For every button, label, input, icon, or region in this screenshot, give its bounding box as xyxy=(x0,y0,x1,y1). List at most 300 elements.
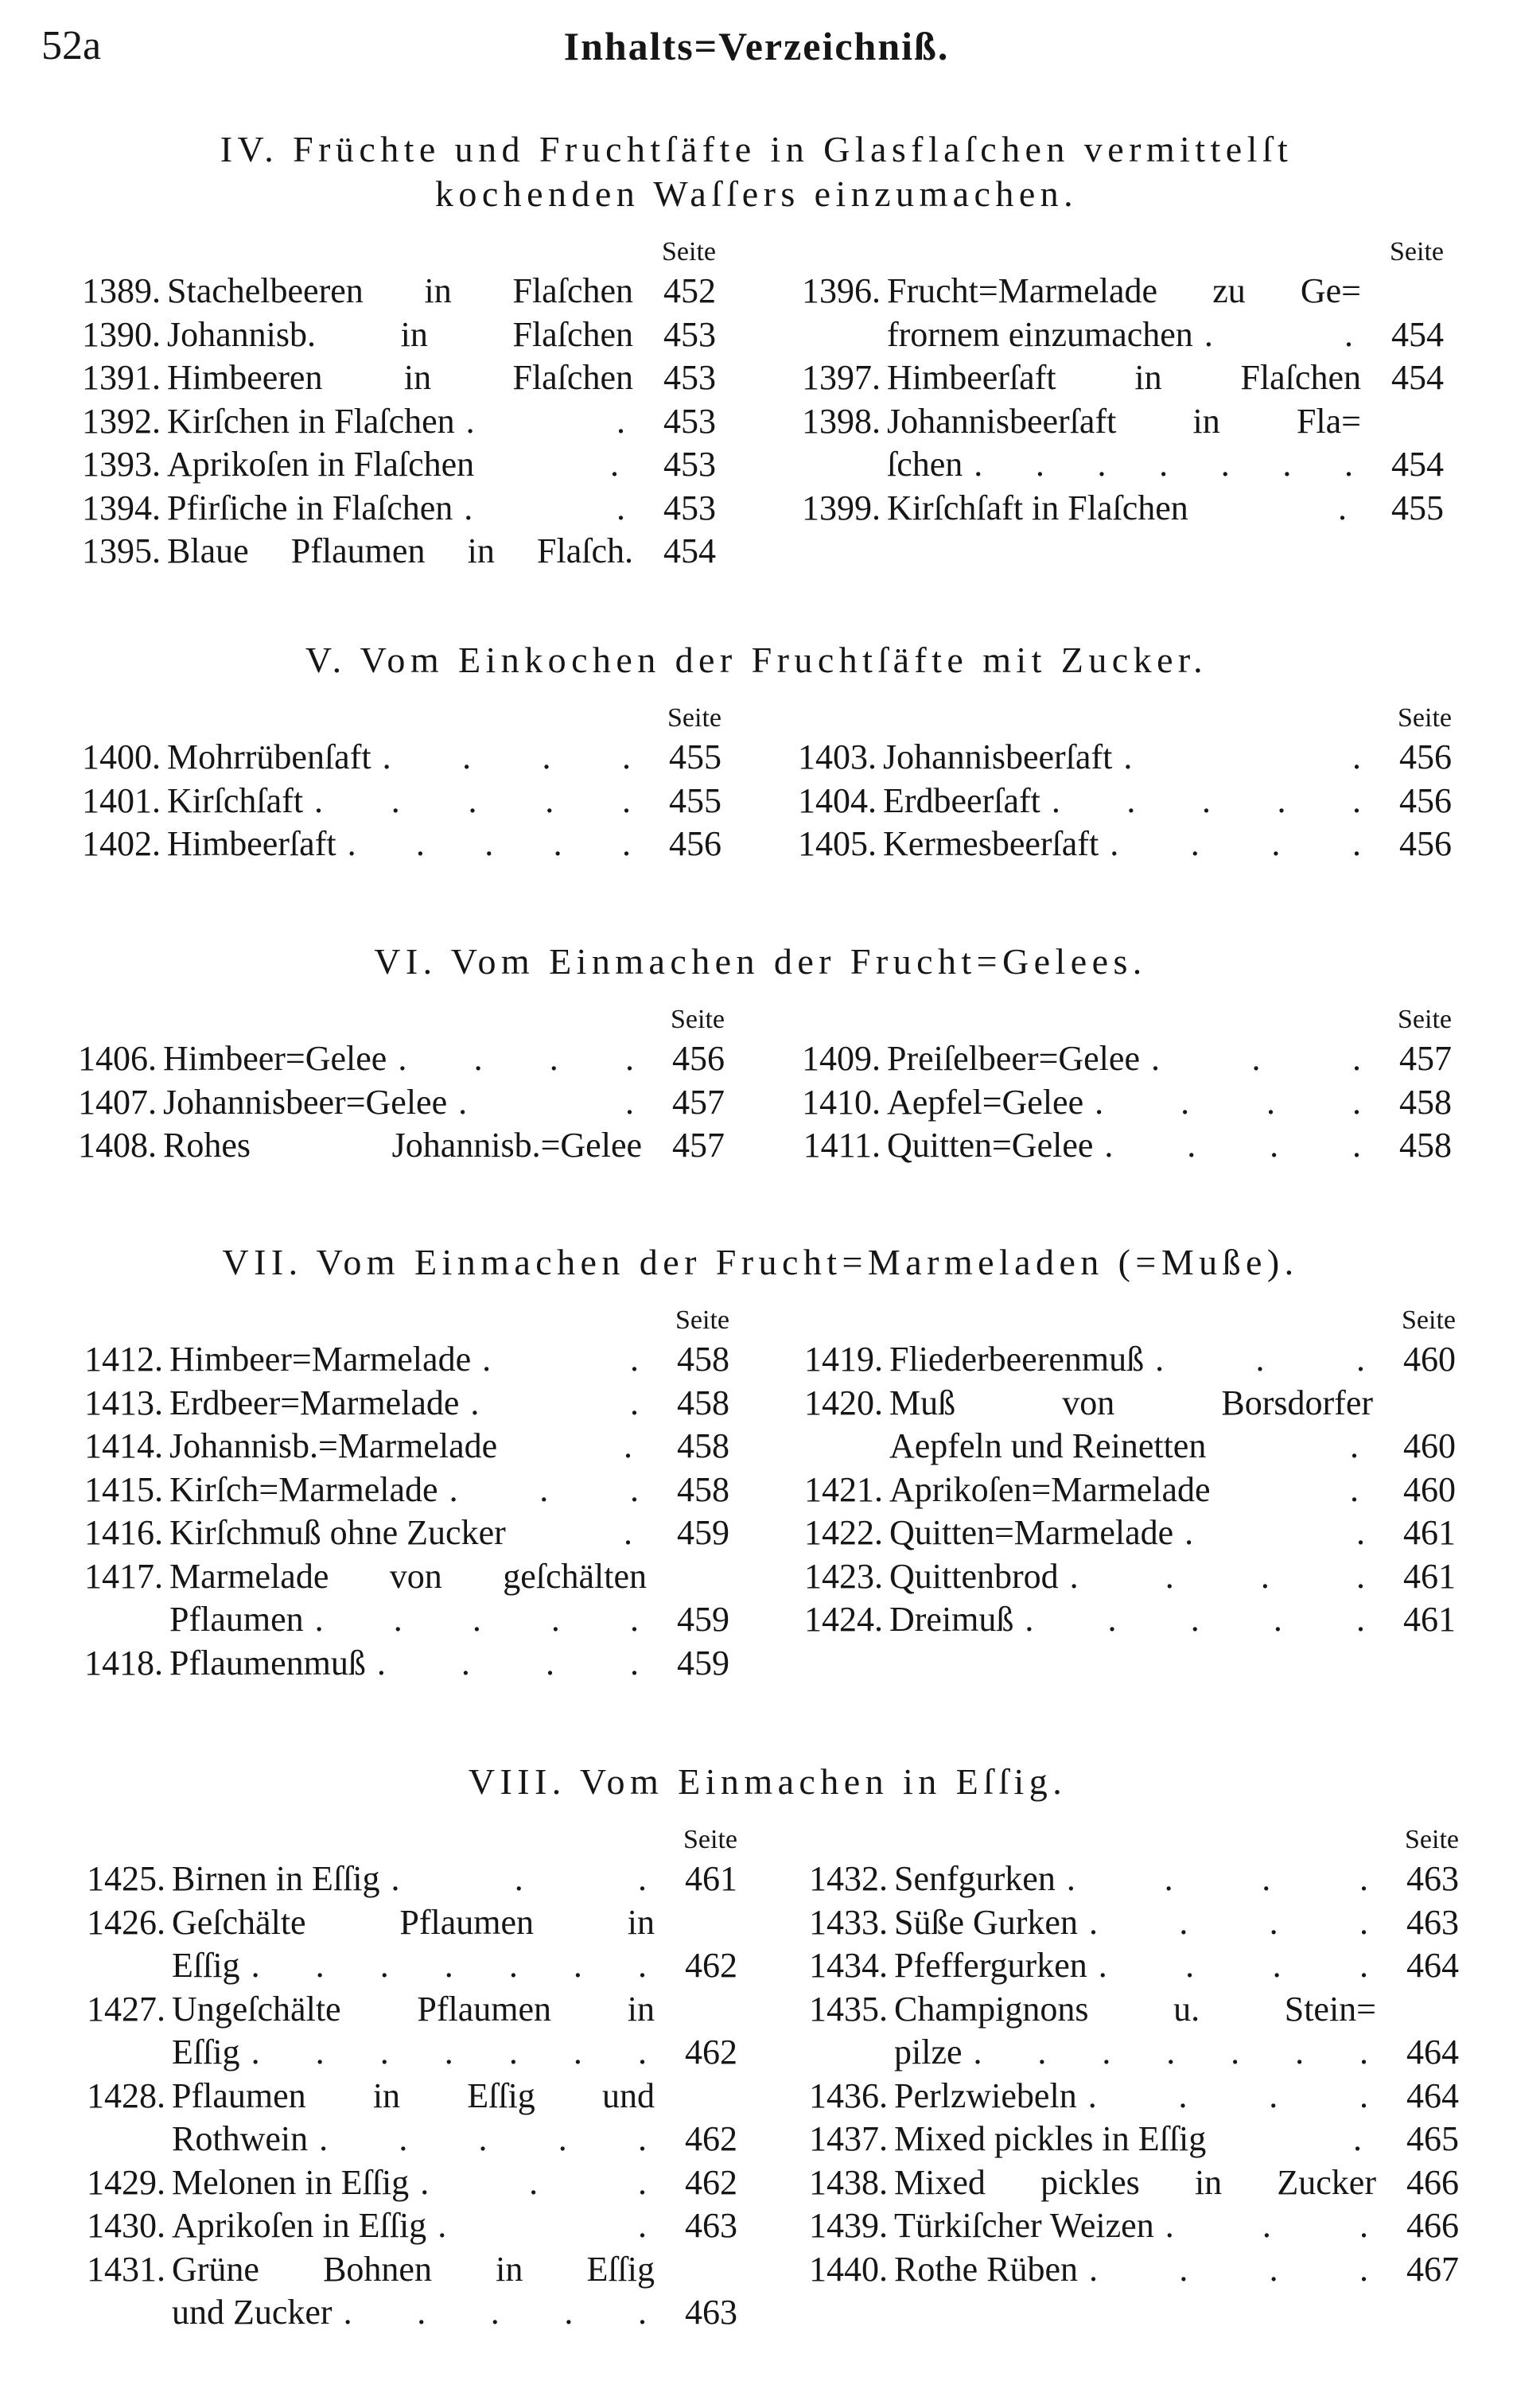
entry-title xyxy=(167,270,633,313)
toc-entry xyxy=(760,270,1444,356)
toc-column xyxy=(762,1305,1456,1642)
toc-entry xyxy=(762,1469,1456,1512)
entry-title xyxy=(167,313,633,357)
entry-number: 1405. xyxy=(798,824,877,863)
entry-number: 1407. xyxy=(78,1082,157,1122)
leader-dots: . . . . . xyxy=(1025,1600,1365,1639)
entry-title-line xyxy=(887,313,1361,357)
entry-title xyxy=(887,400,1361,487)
entry-title-text: Geſchälte Pflaumen in xyxy=(172,1902,655,1942)
page-number: 463 xyxy=(1406,1902,1459,1942)
seite-label: Seite xyxy=(1405,1825,1459,1854)
entry-title xyxy=(889,1382,1373,1469)
entry-title-line xyxy=(167,443,633,487)
entry-title-line xyxy=(894,1901,1376,1945)
leader-dots: . . . . . xyxy=(343,2293,647,2332)
entry-number: 1397. xyxy=(802,358,881,397)
entry-number: 1413. xyxy=(84,1383,163,1422)
toc-entry xyxy=(760,487,1444,531)
entry-title-text: Blaue Pflaumen in Flaſch. xyxy=(167,531,633,570)
entry-title xyxy=(894,2161,1376,2205)
entry-title-line xyxy=(883,823,1369,866)
toc-entry xyxy=(762,1511,1456,1555)
page-number: 464 xyxy=(1406,2075,1459,2115)
toc-column xyxy=(760,1004,1452,1168)
toc-entry xyxy=(756,823,1452,866)
seite-label: Seite xyxy=(675,1305,729,1335)
toc-column xyxy=(756,702,1452,866)
entry-title-line xyxy=(167,823,639,866)
entry-number: 1408. xyxy=(78,1126,157,1165)
entry-title-text: Kirſchſaft xyxy=(167,780,304,820)
leader-dots: . . . xyxy=(391,1859,647,1898)
page-number: 461 xyxy=(1403,1600,1456,1639)
page-number: 455 xyxy=(669,780,721,820)
toc-entry xyxy=(40,356,716,400)
entry-title xyxy=(172,2204,655,2248)
toc-entry xyxy=(36,1081,725,1125)
page-number: 466 xyxy=(1406,2206,1459,2245)
page-number: 457 xyxy=(672,1082,725,1122)
toc-entry xyxy=(762,1382,1456,1469)
leader-dots: . . . xyxy=(1150,1039,1361,1078)
section-heading xyxy=(0,939,1513,984)
entry-title xyxy=(169,1425,647,1469)
entry-title xyxy=(894,1944,1376,1988)
page-number: 455 xyxy=(669,737,721,776)
entry-title-text: Himbeerſaft xyxy=(167,824,336,863)
entry-number: 1431. xyxy=(87,2249,165,2289)
page-number: 458 xyxy=(677,1469,729,1509)
entry-title-text: Pfeffergurken xyxy=(894,1946,1087,1985)
section-heading-line: VIII. Vom Einmachen in Eſſig. xyxy=(468,1761,1068,1802)
leader-dots: . . . . . xyxy=(314,1600,639,1639)
toc-column xyxy=(760,236,1444,530)
entry-title-line xyxy=(169,1338,647,1382)
entry-number: 1433. xyxy=(809,1902,888,1942)
entry-number: 1434. xyxy=(809,1946,888,1985)
entry-title-text: Aepfel=Gelee xyxy=(887,1082,1084,1122)
entry-number: 1399. xyxy=(802,488,881,527)
toc-entry xyxy=(40,443,716,487)
entry-title-line xyxy=(172,2031,655,2075)
toc-entry xyxy=(42,1555,729,1642)
entry-title-line xyxy=(887,400,1361,444)
page-number: 467 xyxy=(1406,2249,1459,2289)
entry-number: 1396. xyxy=(802,271,881,310)
leader-dots: . . xyxy=(1123,737,1361,776)
entry-title xyxy=(887,356,1361,400)
entry-title-line xyxy=(169,1598,647,1642)
toc-entry xyxy=(767,1901,1459,1945)
leader-dots: . . xyxy=(465,401,625,441)
entry-title-text: Kirſchmuß ohne Zucker xyxy=(169,1513,506,1552)
page-number: 454 xyxy=(1391,445,1444,484)
leader-dots: . xyxy=(624,1426,632,1465)
page-number: 464 xyxy=(1406,1946,1459,1985)
entry-title-text: Erdbeerſaft xyxy=(883,780,1040,820)
toc-entry xyxy=(767,1988,1459,2075)
entry-title-line xyxy=(894,1944,1376,1988)
toc-entry xyxy=(767,1858,1459,1901)
entry-number: 1436. xyxy=(809,2075,888,2115)
leader-dots: . xyxy=(1350,1426,1359,1465)
leader-dots: . . . . . . . xyxy=(251,1946,647,1985)
toc-entry xyxy=(40,780,721,823)
entry-title xyxy=(889,1469,1373,1512)
leader-dots: . . . xyxy=(1155,1340,1365,1379)
entry-number: 1414. xyxy=(84,1426,163,1465)
entry-title xyxy=(167,530,633,574)
entry-title-line xyxy=(894,2248,1376,2292)
page-number: 463 xyxy=(1406,1859,1459,1898)
toc-entry xyxy=(42,1425,729,1469)
leader-dots: . . . . . . . xyxy=(973,2033,1368,2072)
entry-title xyxy=(889,1555,1373,1599)
toc-section xyxy=(0,127,1513,570)
entry-number: 1419. xyxy=(804,1340,883,1379)
section-heading-line: kochenden Waſſers einzumachen. xyxy=(434,173,1079,214)
section-heading xyxy=(0,1240,1513,1285)
leader-dots: . . . . xyxy=(1110,824,1361,863)
entry-title-text: und Zucker xyxy=(172,2293,333,2332)
entry-title-line xyxy=(887,270,1361,313)
toc-entry xyxy=(36,1037,725,1081)
entry-number: 1421. xyxy=(804,1469,883,1509)
page-number: 463 xyxy=(685,2206,737,2245)
toc-section xyxy=(0,1240,1513,1682)
toc-entry xyxy=(40,736,721,780)
entry-number: 1390. xyxy=(82,314,161,354)
toc-entry xyxy=(40,313,716,357)
entry-title-text: Johannisbeerſaft in Fla= xyxy=(887,401,1361,441)
page-number: 461 xyxy=(1403,1556,1456,1596)
entry-title-text: Mixed pickles in Eſſig xyxy=(894,2119,1207,2158)
entry-title-text: Pflaumen xyxy=(169,1600,304,1639)
entry-number: 1395. xyxy=(82,531,161,570)
leader-dots: . . . . . xyxy=(1051,780,1361,820)
entry-title xyxy=(169,1642,647,1686)
entry-number: 1403. xyxy=(798,737,877,776)
entry-title-text: Pfirſiche in Flaſchen xyxy=(167,488,453,527)
entry-title-text: Fliederbeerenmuß xyxy=(889,1340,1145,1379)
entry-title xyxy=(889,1598,1373,1642)
leader-dots: . . . . . . . xyxy=(974,445,1353,484)
page-number: 458 xyxy=(677,1383,729,1422)
toc-entry xyxy=(762,1598,1456,1642)
toc-entry xyxy=(760,356,1444,400)
entry-title-text: Quitten=Gelee xyxy=(887,1126,1094,1165)
entry-title-text: Quitten=Marmelade xyxy=(889,1513,1174,1552)
page-number: 458 xyxy=(677,1426,729,1465)
page-number: 454 xyxy=(1391,358,1444,397)
entry-title-line xyxy=(172,1858,655,1901)
leader-dots: . . . . xyxy=(1104,1126,1361,1165)
entry-title-line xyxy=(169,1555,647,1599)
entry-title xyxy=(169,1382,647,1426)
entry-title-text: Kirſchſaft in Flaſchen xyxy=(887,488,1188,527)
entry-title-line xyxy=(169,1469,647,1512)
entry-title-line xyxy=(169,1642,647,1686)
seite-label: Seite xyxy=(662,237,716,266)
page-number: 464 xyxy=(1406,2033,1459,2072)
leader-dots: . . . . xyxy=(1066,1859,1368,1898)
seite-label: Seite xyxy=(667,703,721,733)
entry-title-line xyxy=(163,1037,642,1081)
entry-title-text: Pflaumenmuß xyxy=(169,1643,366,1682)
page-number: 456 xyxy=(1399,824,1452,863)
page-header xyxy=(0,21,1513,72)
entry-number: 1422. xyxy=(804,1513,883,1552)
toc-entry xyxy=(760,1124,1452,1168)
entry-number: 1432. xyxy=(809,1859,888,1898)
entry-title-text: Mohrrübenſaft xyxy=(167,737,371,776)
entry-title-text: Johannisbeerſaft xyxy=(883,737,1113,776)
page-number: 461 xyxy=(685,1859,737,1898)
entry-title-text: Türkiſcher Weizen xyxy=(894,2206,1154,2245)
entry-number: 1402. xyxy=(82,824,161,863)
section-heading xyxy=(0,1760,1513,1804)
entry-title-text: Himbeerſaft in Flaſchen xyxy=(887,358,1361,397)
page-number: 462 xyxy=(685,2162,737,2202)
entry-number: 1424. xyxy=(804,1600,883,1639)
entry-title-line xyxy=(883,780,1369,823)
entry-title-text: Dreimuß xyxy=(889,1600,1014,1639)
entry-title-text: Kirſchen in Flaſchen xyxy=(167,401,455,441)
page-number: 457 xyxy=(1399,1039,1452,1078)
leader-dots: . . . . . xyxy=(314,780,631,820)
toc-entry xyxy=(767,2075,1459,2118)
toc-column xyxy=(40,236,716,574)
entry-title xyxy=(167,356,633,400)
entry-title xyxy=(887,487,1361,531)
leader-dots: . . xyxy=(464,488,625,527)
seite-label: Seite xyxy=(1402,1305,1456,1335)
entry-title-text: Champignons u. Stein= xyxy=(894,1989,1376,2029)
entry-title-text: ſchen xyxy=(887,445,963,484)
toc-entry xyxy=(767,2161,1459,2205)
entry-title-text: Himbeer=Marmelade xyxy=(169,1340,472,1379)
entry-title-line xyxy=(894,2161,1376,2205)
entry-title-text: Erdbeer=Marmelade xyxy=(169,1383,460,1422)
toc-entry xyxy=(40,530,716,574)
entry-title-text: Pflaumen in Eſſig und xyxy=(172,2075,655,2115)
entry-title xyxy=(889,1338,1373,1382)
entry-title-text: Aprikoſen in Flaſchen xyxy=(167,445,475,484)
entry-number: 1406. xyxy=(78,1039,157,1078)
seite-label: Seite xyxy=(1398,1005,1452,1034)
entry-number: 1389. xyxy=(82,271,161,310)
entry-title-text: pilze xyxy=(894,2033,963,2072)
leader-dots: . . . . . . . xyxy=(251,2033,647,2072)
entry-title-line xyxy=(887,443,1361,487)
entry-number: 1398. xyxy=(802,401,881,441)
entry-title-text: Himbeeren in Flaſchen xyxy=(167,358,633,397)
entry-title xyxy=(167,823,639,866)
leader-dots: . . . . xyxy=(1069,1556,1365,1596)
toc-entry xyxy=(767,2204,1459,2248)
entry-number: 1423. xyxy=(804,1556,883,1596)
entry-title-line xyxy=(167,530,633,574)
entry-title xyxy=(894,2118,1376,2161)
page-number: 453 xyxy=(663,488,716,527)
entry-number: 1427. xyxy=(87,1989,165,2029)
toc-entry xyxy=(756,736,1452,780)
entry-title-text: Rothe Rüben xyxy=(894,2249,1078,2289)
entry-number: 1401. xyxy=(82,780,161,820)
entry-title xyxy=(894,1988,1376,2075)
entry-title-line xyxy=(167,780,639,823)
entry-number: 1393. xyxy=(82,445,161,484)
leader-dots: . xyxy=(610,445,619,484)
entry-title-text: Johannisb. in Flaſchen xyxy=(167,314,633,354)
leader-dots: . . . . xyxy=(382,737,631,776)
leader-dots: . . . . . xyxy=(347,824,631,863)
section-heading xyxy=(0,127,1513,216)
section-heading-line: V. Vom Einkochen der Fruchtſäfte mit Zucker. xyxy=(305,640,1208,680)
entry-title xyxy=(894,1901,1376,1945)
toc-entry xyxy=(760,1037,1452,1081)
entry-title-text: Senfgurken xyxy=(894,1859,1056,1898)
toc-column xyxy=(767,1824,1459,2291)
entry-title-text: Rothwein xyxy=(172,2119,309,2158)
toc-entry xyxy=(756,780,1452,823)
entry-title-text: Birnen in Eſſig xyxy=(172,1859,380,1898)
page-number: 454 xyxy=(1391,314,1444,354)
entry-title-line xyxy=(172,2118,655,2161)
entry-title-line xyxy=(894,2075,1376,2118)
entry-number: 1435. xyxy=(809,1989,888,2029)
entry-title-line xyxy=(172,2075,655,2118)
entry-title xyxy=(163,1124,642,1168)
leader-dots: . xyxy=(624,1513,632,1552)
entry-title-line xyxy=(887,487,1361,531)
entry-title xyxy=(889,1511,1373,1555)
toc-column xyxy=(45,1824,737,2335)
page-number: 453 xyxy=(663,358,716,397)
entry-title-text: Quittenbrod xyxy=(889,1556,1059,1596)
leader-dots: . . xyxy=(1204,314,1353,354)
entry-title xyxy=(167,400,633,444)
entry-title-text: Grüne Bohnen in Eſſig xyxy=(172,2249,655,2289)
entry-title xyxy=(887,1124,1369,1168)
entry-title xyxy=(167,780,639,823)
entry-title-line xyxy=(889,1511,1373,1555)
entry-title-line xyxy=(167,313,633,357)
entry-number: 1440. xyxy=(809,2249,888,2289)
leader-dots: . . . . xyxy=(398,1039,634,1078)
toc-entry xyxy=(762,1555,1456,1599)
section-heading-line: VII. Vom Einmachen der Frucht=Marmeladen (=Muße). xyxy=(222,1242,1299,1282)
entry-title-line xyxy=(889,1425,1373,1469)
leader-dots: . . . xyxy=(1165,2206,1368,2245)
leader-dots: . . xyxy=(438,2206,647,2245)
seite-label: Seite xyxy=(671,1005,725,1034)
entry-title-line xyxy=(169,1511,647,1555)
leader-dots: . . . . xyxy=(1088,2249,1368,2289)
leader-dots: . xyxy=(1353,2119,1362,2158)
entry-number: 1430. xyxy=(87,2206,165,2245)
entry-title xyxy=(894,2248,1376,2292)
toc-section xyxy=(0,1760,1513,2332)
entry-title-line xyxy=(887,1124,1369,1168)
toc-entry xyxy=(767,2248,1459,2292)
entry-title-line xyxy=(887,1081,1369,1125)
entry-number: 1426. xyxy=(87,1902,165,1942)
entry-title-line xyxy=(894,1988,1376,2032)
entry-title xyxy=(172,2248,655,2335)
entry-title-line xyxy=(172,1944,655,1988)
toc-entry xyxy=(42,1469,729,1512)
entry-title xyxy=(172,2075,655,2161)
entry-title-line xyxy=(167,270,633,313)
entry-number: 1425. xyxy=(87,1859,165,1898)
page-number: 456 xyxy=(669,824,721,863)
entry-number: 1418. xyxy=(84,1643,163,1682)
page-number: 461 xyxy=(1403,1513,1456,1552)
leader-dots: . . . xyxy=(420,2162,647,2202)
entry-title-line xyxy=(894,2031,1376,2075)
toc-column xyxy=(42,1305,729,1685)
entry-title-text: Ungeſchälte Pflaumen in xyxy=(172,1989,655,2029)
toc-entry xyxy=(42,1338,729,1382)
toc-column xyxy=(36,1004,725,1168)
entry-title-text: Himbeer=Gelee xyxy=(163,1039,387,1078)
entry-title-line xyxy=(883,736,1369,780)
entry-title xyxy=(894,1858,1376,1901)
page-number: 459 xyxy=(677,1643,729,1682)
entry-title-text: Marmelade von geſchälten xyxy=(169,1556,647,1596)
entry-title xyxy=(172,1988,655,2075)
entry-title-line xyxy=(172,2161,655,2205)
page-number: 455 xyxy=(1391,488,1444,527)
entry-number: 1428. xyxy=(87,2075,165,2115)
entry-title xyxy=(172,1858,655,1901)
toc-entry xyxy=(45,2075,737,2161)
leader-dots: . . . . . xyxy=(319,2119,647,2158)
toc-entry xyxy=(40,487,716,531)
page-number: 454 xyxy=(663,531,716,570)
entry-title-text: Mixed pickles in Zucker xyxy=(894,2162,1376,2202)
entry-title xyxy=(894,2204,1376,2248)
seite-label: Seite xyxy=(1390,237,1444,266)
entry-title-line xyxy=(887,1037,1369,1081)
entry-number: 1417. xyxy=(84,1556,163,1596)
entry-title-line xyxy=(889,1469,1373,1512)
leader-dots: . xyxy=(1338,488,1347,527)
entry-title xyxy=(883,823,1369,866)
entry-title-line xyxy=(167,356,633,400)
entry-title-text: Muß von Borsdorfer xyxy=(889,1383,1373,1422)
seite-label: Seite xyxy=(683,1825,737,1854)
entry-title-text: Preiſelbeer=Gelee xyxy=(887,1039,1140,1078)
toc-entry xyxy=(40,823,721,866)
entry-number: 1394. xyxy=(82,488,161,527)
entry-title-text: Rohes Johannisb.=Gelee xyxy=(163,1126,642,1165)
page-number: 460 xyxy=(1403,1469,1456,1509)
leader-dots: . xyxy=(1350,1469,1359,1509)
entry-number: 1411. xyxy=(803,1126,881,1165)
toc-entry xyxy=(42,1382,729,1426)
entry-title-line xyxy=(167,400,633,444)
page-title: Inhalts=Verzeichniß. xyxy=(563,24,950,68)
page-number: 457 xyxy=(672,1126,725,1165)
entry-title-line xyxy=(163,1124,642,1168)
entry-title xyxy=(172,2161,655,2205)
entry-title xyxy=(172,1901,655,1988)
entry-title-line xyxy=(172,1988,655,2032)
entry-title-text: Johannisbeer=Gelee xyxy=(163,1082,448,1122)
